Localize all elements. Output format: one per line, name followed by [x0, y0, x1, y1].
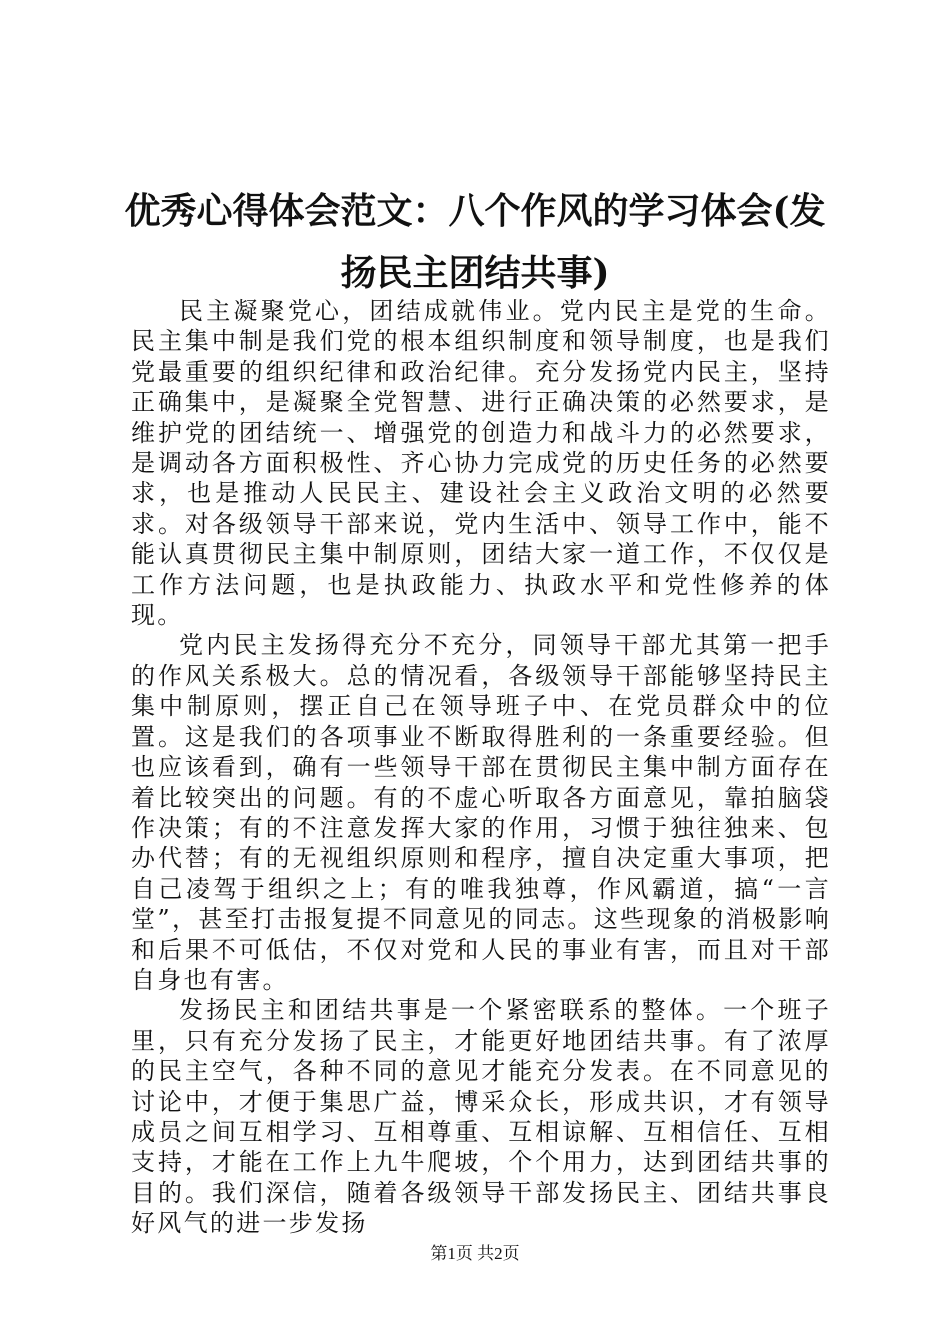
- paragraph: 党内民主发扬得充分不充分，同领导干部尤其第一把手的作风关系极大。总的情况看，各级领导干部能够坚持民主集中制原则，摆正自己在领导班子中、在党员群众中的位置。这是我们的各项事业不断取得胜利的一条重要经验。但也应该看到，确有一些领导干部在贯彻民主集中制方面存在着比较突出的问题。有的不虚心听取各方面意见，靠拍脑袋作决策；有的不注意发挥大家的作用，习惯于独往独来、包办代替；有的无视组织原则和程序，擅自决定重大事项，把自己凌驾于组织之上；有的唯我独尊，作风霸道，搞“一言堂”，甚至打击报复提不同意见的同志。这些现象的消极影响和后果不可低估，不仅对党和人民的事业有害，而且对干部自身也有害。: [131, 631, 831, 994]
- page-number-footer: 第1页 共2页: [430, 1244, 520, 1263]
- paragraph: 发扬民主和团结共事是一个紧密联系的整体。一个班子里，只有充分发扬了民主，才能更好地团结共事。有了浓厚的民主空气，各种不同的意见才能充分发表。在不同意见的讨论中，才便于集思广益，博采众长，形成共识，才有领导成员之间互相学习、互相尊重、互相谅解、互相信任、互相支持，才能在工作上九牛爬坡，个个用力，达到团结共事的目的。我们深信，随着各级领导干部发扬民主、团结共事良好风气的进一步发扬: [131, 996, 831, 1238]
- document-title: 优秀心得体会范文：八个作风的学习体会(发扬民主团结共事): [124, 190, 826, 294]
- document-body: [131, 296, 831, 1239]
- paragraph: 民主凝聚党心，团结成就伟业。党内民主是党的生命。民主集中制是我们党的根本组织制度和领导制度，也是我们党最重要的组织纪律和政治纪律。充分发扬党内民主，坚持正确集中，是凝聚全党智慧、进行正确决策的必然要求，是维护党的团结统一、增强党的创造力和战斗力的必然要求，是调动各方面积极性、齐心协力完成党的历史任务的必然要求，也是推动人民民主、建设社会主义政治文明的必然要求。对各级领导干部来说，党内生活中、领导工作中，能不能认真贯彻民主集中制原则，团结大家一道工作，不仅仅是工作方法问题，也是执政能力、执政水平和党性修养的体现。: [131, 297, 831, 630]
